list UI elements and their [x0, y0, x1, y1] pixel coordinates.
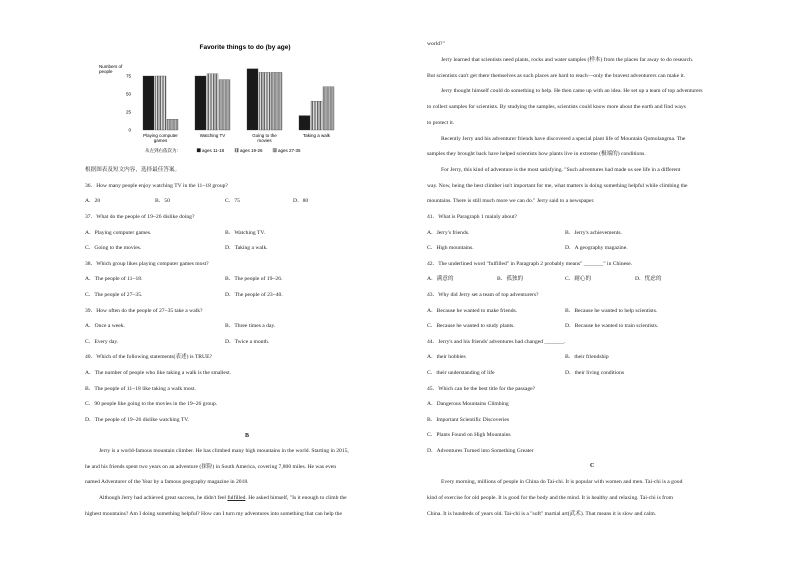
q42-option-a[interactable]: A．满意的 [427, 276, 454, 282]
q45-option-b[interactable]: B．Important Scientific Discoveries [427, 417, 510, 423]
legend-label: ages 27-35 [278, 148, 301, 153]
q45-option-d[interactable]: D．Adventures Turned into Something Greater [427, 448, 534, 454]
y-tick-label: 50 [125, 91, 131, 97]
y-tick-label: 0 [128, 127, 131, 133]
chart-ylabel-line1: Numbers of [99, 64, 123, 69]
legend-label: ages 19-26 [240, 148, 263, 153]
instruction: 根据图表及短文内容，选择最佳答案。 [85, 167, 181, 173]
bar-ages-19-26-3 [311, 101, 322, 130]
q37-option-a[interactable]: A．Playing computer games. [85, 230, 152, 236]
q36-option-b[interactable]: B．50 [155, 198, 170, 204]
passage-b-line-5: highest mountains? Am I doing something helpful? How can I turn my adventures into something that can help the [85, 511, 342, 517]
q43-option-b[interactable]: B．Because he wanted to help scientists. [565, 308, 658, 314]
bar-ages-11-18-2 [247, 69, 258, 130]
bar-ages-11-18-1 [195, 76, 206, 130]
q40-option-a[interactable]: A．The number of people who like taking a walk is the smallest. [85, 370, 232, 376]
bar-ages-19-26-0 [155, 76, 166, 130]
q41-option-c[interactable]: C．High mountains. [427, 245, 474, 251]
q42-option-d[interactable]: D．忧虑的 [635, 276, 662, 282]
bar-ages-27-35-2 [271, 72, 282, 130]
q37-option-b[interactable]: B．Watching TV. [225, 230, 266, 236]
bar-ages-19-26-1 [207, 74, 218, 130]
legend-swatch [197, 149, 201, 153]
y-tick-label: 25 [125, 109, 131, 115]
q42-option-c[interactable]: C．耐心的 [565, 276, 592, 282]
passage-b-line-3: named Adventurer of the Year by a famous geography magazine in 2018. [85, 479, 249, 485]
p2-line-4: to collect samples for scientists. By studying the samples, scientists could know more about the earth and find ways [427, 104, 686, 110]
q42-option-b[interactable]: B．孤独的 [497, 276, 524, 282]
bar-ages-11-18-3 [299, 116, 310, 130]
q39-option-a[interactable]: A．Once a week. [85, 323, 125, 329]
passage-b-text-b: . He asked himself, "Is it enough to climb the [245, 495, 347, 501]
passage-b-line-2: he and his friends spent two years on an adventure (探险) in South America, covering 7,800 miles. He was even [85, 464, 337, 470]
bar-ages-11-18-0 [143, 76, 154, 130]
q45-option-a[interactable]: A．Dangerous Mountains Climbing [427, 401, 509, 407]
passage-c-line-3: China. It is hundreds of years old. Tai-chi is a "soft" martial art(武术). That means it is slow and calm. [427, 511, 657, 517]
q38-option-b[interactable]: B．The people of 19~26. [225, 276, 283, 282]
q36-option-a[interactable]: A．20 [85, 198, 101, 204]
x-category-label: Watching TV [199, 133, 226, 138]
x-category-label: games [153, 138, 168, 143]
question-42: 42．The underlined word "fulfilled" in Paragraph 2 probably means" _______" in Chinese. [427, 261, 633, 267]
passage-b-text-a: Although Jerry had achieved great success, he didn't feel [99, 495, 228, 501]
x-category-label: movies [257, 138, 272, 143]
passage-continued: world?" [427, 41, 445, 47]
q37-option-d[interactable]: D．Taking a walk. [225, 245, 268, 251]
bar-chart [85, 38, 375, 163]
question-44: 44．Jerry's and his friends' adventures had changed _______. [427, 339, 566, 345]
bar-ages-27-35-3 [323, 87, 334, 130]
q45-option-c[interactable]: C．Plants Found on High Mountains [427, 432, 511, 438]
x-category-label: Taking a walk [302, 133, 331, 138]
question-37: 37．What do the people of 19~26 dislike doing? [85, 214, 195, 220]
q44-option-c[interactable]: C．their understanding of life [427, 370, 495, 376]
p4-line-2: way. Now, being the best climber isn't important for me, what matters is doing something helpful while climbing the [427, 183, 688, 189]
p2-line-1: Jerry learned that scientists need plants, rocks and water samples (样本) from the places far away to do research. [441, 57, 694, 63]
bar-ages-27-35-0 [167, 119, 178, 130]
chart-ylabel-line2: people [99, 69, 113, 74]
q36-option-d[interactable]: D．80 [293, 198, 309, 204]
legend-label: ages 11-18 [202, 148, 225, 153]
question-36: 36．How many people enjoy watching TV in the 11~18 group? [85, 183, 228, 189]
q40-option-c[interactable]: C．90 people like going to the movies in the 19~26 group. [85, 401, 218, 407]
question-39: 39．How often do the people of 27~35 take a walk? [85, 308, 203, 314]
bar-ages-27-35-1 [219, 80, 230, 130]
chart-svg [85, 38, 375, 163]
question-38: 38．Which group likes playing computer games most? [85, 261, 209, 267]
question-40: 40．Which of the following statements(表述) is TRUE? [85, 354, 212, 360]
q39-option-d[interactable]: D．Twice a month. [225, 339, 270, 345]
x-category-label: Playing computer [143, 133, 178, 138]
q41-option-a[interactable]: A．Jerry's friends. [427, 230, 470, 236]
q40-option-b[interactable]: B．The people of 11~18 like taking a walk most. [85, 386, 196, 392]
p4-line-3: mountains. There is still much more we can do." Jerry said to a newspaper. [427, 198, 595, 204]
q43-option-c[interactable]: C．Because he wanted to study plants. [427, 323, 515, 329]
q44-option-b[interactable]: B．their friendship [565, 354, 609, 360]
section-b-heading: B [245, 433, 250, 439]
passage-c-line-2: kind of exercise for old people. It is good for the body and the mind. It is healthy and relaxing. Tai-chi is from [427, 495, 674, 501]
question-45: 45．Which can be the best title for the passage? [427, 386, 536, 392]
q41-option-b[interactable]: B．Jerry's achievements. [565, 230, 622, 236]
q39-option-c[interactable]: C．Every day. [85, 339, 119, 345]
q36-option-c[interactable]: C．75 [225, 198, 240, 204]
legend-swatch [235, 149, 239, 153]
q43-option-d[interactable]: D．Because he wanted to train scientists. [565, 323, 659, 329]
section-c-heading: C [590, 463, 595, 469]
legend-swatch [273, 149, 277, 153]
underlined-word-fulfilled: fulfilled [227, 495, 246, 501]
q39-option-b[interactable]: B．Three times a day. [225, 323, 276, 329]
passage-c-line-1: Every morning, millions of people in China do Tai-chi. It is popular with women and men. Tai-chi is a good [441, 479, 683, 485]
q44-option-a[interactable]: A．their hobbies [427, 354, 466, 360]
passage-b-line-1: Jerry is a world-famous mountain climber. He has climbed many high mountains in the world. Starting in 2015, [99, 448, 349, 454]
q44-option-d[interactable]: D．their living conditions [565, 370, 625, 376]
p2-line-2: But scientists can't get there themselves as such places are hard to reach—only the bravest adventurers can make it. [427, 73, 686, 79]
passage-b-line-4 [99, 496, 347, 502]
p2-line-5: to protect it. [427, 120, 455, 126]
p3-line-1: Recently Jerry and his adventurer friends have discovered a special plant life of Mountain Qomolangma. The [441, 136, 686, 142]
chart-title: Favorite things to do (by age) [199, 44, 291, 51]
q38-option-a[interactable]: A．The people of 11~18. [85, 276, 143, 282]
y-tick-label: 75 [125, 73, 131, 79]
p2-line-3: Jerry thought himself could do something to help. He then came up with an idea. He set up a team of top adventurers [441, 88, 703, 94]
q43-option-a[interactable]: A．Because he wanted to make friends. [427, 308, 518, 314]
legend-prefix: 从左到右依次为： [145, 149, 181, 154]
q37-option-c[interactable]: C．Going to the movies. [85, 245, 142, 251]
q38-option-c[interactable]: C．The people of 27~35. [85, 292, 143, 298]
bar-ages-19-26-2 [259, 72, 270, 130]
q38-option-d[interactable]: D．The people of 23~40. [225, 292, 283, 298]
q41-option-d[interactable]: D．A geography magazine. [565, 245, 628, 251]
x-category-label: Going to the [252, 133, 277, 138]
question-43: 43．Why did Jerry set a team of top adventurers? [427, 292, 539, 298]
question-41: 41．What is Paragraph 1 mainly about? [427, 214, 517, 220]
p4-line-1: For Jerry, this kind of adventure is the most satisfying. "Such adventures had made us see life in a different [441, 167, 681, 173]
p3-line-2: samples they brought back have helped scientists how plants live in extreme (极端的) conditions. [427, 151, 646, 157]
q40-option-d[interactable]: D．The people of 19~26 dislike watching TV. [85, 417, 189, 423]
